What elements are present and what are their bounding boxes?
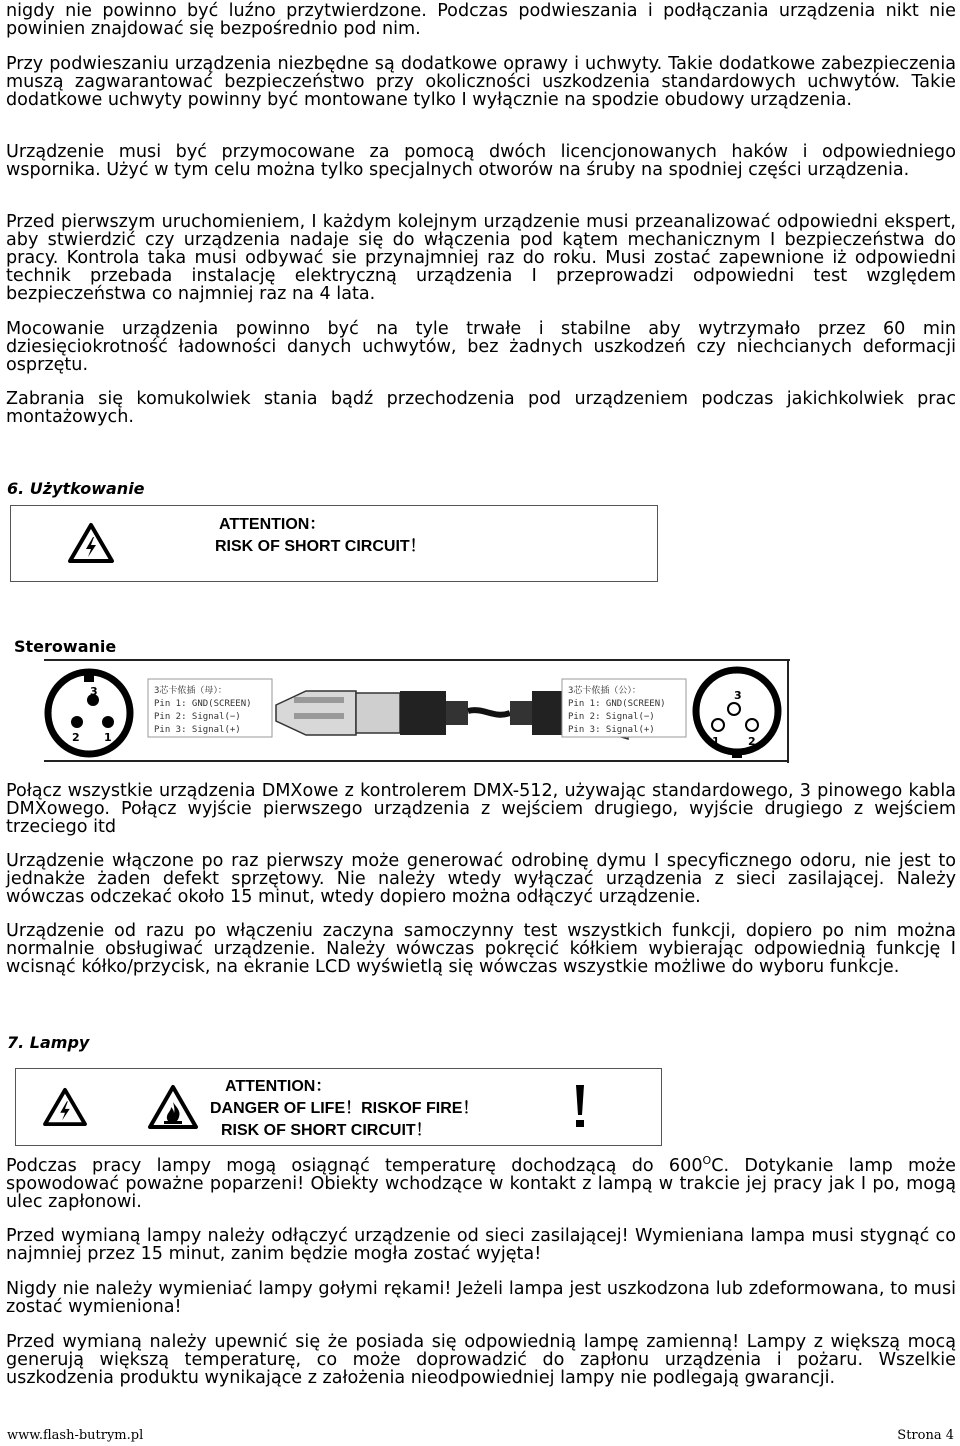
section-7-heading: 7. Lampy xyxy=(7,1033,90,1052)
paragraph-bare-hands: Nigdy nie należy wymieniać lampy gołymi rękami! Jeżeli lampa jest uszkodzona lub zdeformowana, to musi zostać wymieniona! xyxy=(6,1279,956,1317)
high-voltage-warning-icon xyxy=(67,522,115,564)
svg-text:Pin 2: Signal(−): Pin 2: Signal(−) xyxy=(568,712,655,722)
paragraph-load-capacity: Mocowanie urządzenia powinno być na tyle trwałe i stabilne aby wytrzymało przez 60 min dziesięciokrotność ładowności danych uchwytów, bez żadnych uszkodzeń czy niechcianych deformacji osprzętu. xyxy=(6,319,956,375)
attention-short-circuit-text: RISK OF SHORT CIRCUIT！ xyxy=(221,1122,432,1139)
right-pin-2-number: 2 xyxy=(748,735,756,748)
attention-title: ATTENTION： xyxy=(225,1078,332,1095)
paragraph-no-standing: Zabrania się komukolwiek stania bądź przechodzenia pod urządzeniem podczas jakichkolwiek prac montażowych. xyxy=(6,389,956,427)
section-6-heading: 6. Użytkowanie xyxy=(7,479,145,498)
svg-text:Pin 2: Signal(−): Pin 2: Signal(−) xyxy=(154,712,241,722)
paragraph-first-power-on: Urządzenie włączone po raz pierwszy może generować odrobinę dymu I specyficznego odoru, nie jest to jednakże żaden defekt sprzętowy. Nie należy wtedy wyłączać urządzenia z sieci zasilającej. Należy wówczas odczekać około 15 minut, wtedy dopiero można odłączyć urządzenie. xyxy=(6,851,956,907)
svg-text:Pin 1: GND(SCREEN): Pin 1: GND(SCREEN) xyxy=(154,699,252,709)
paragraph-correct-lamp: Przed wymianą należy upewnić się że posiada się odpowiednią lampę zamienną! Lampy z większą mocą generują większą temperaturę, co może doprowadzić do zapłonu urządzenia i pożaru. Wszelkie uszkodzenia produktu wynikające z założenia nieodpowiedniej lampy nie podlegają gwarancji. xyxy=(6,1332,956,1388)
attention-danger-text: DANGER OF LIFE！RISKOF FIRE！ xyxy=(210,1100,479,1117)
fire-warning-icon xyxy=(147,1084,199,1130)
attention-text: RISK OF SHORT CIRCUIT！ xyxy=(215,538,426,555)
svg-text:3芯卡侬插（母）：: 3芯卡侬插（母）： xyxy=(154,686,227,696)
footer-page-number: Strona 4 xyxy=(897,1428,954,1443)
dmx-connector-diagram xyxy=(44,657,790,763)
paragraph-hanging-safety: nigdy nie powinno być luźno przytwierdzone. Podczas podwieszania i podłączania urządzenia nikt nie powinien znajdować się bezpośrednio pod nim. xyxy=(6,1,956,39)
exclamation-warning-icon xyxy=(558,1083,602,1129)
paragraph-lamp-temperature: Podczas pracy lampy mogą osiągnąć temperaturę dochodzącą do $600^OC$. Dotykanie lamp może spowodować poważne poparzeni! Obiekty wchodzące w kontakt z lampą w trakcie jej pracy jak I po, mogą ulec zapłonowi. xyxy=(6,1154,956,1212)
left-pin-2-number: 2 xyxy=(72,731,80,744)
right-pin-legend xyxy=(562,679,686,737)
footer-url[interactable]: www.flash-butrym.pl xyxy=(7,1428,144,1443)
attention-box-lamps xyxy=(15,1068,662,1146)
xlr-female-socket-icon xyxy=(48,672,130,754)
paragraph-self-test: Urządzenie od razu po włączeniu zaczyna samoczynny test wszystkich funkcji, dopiero po nim można normalnie obsługiwać urządzenie. Należy wówczas pokręcić kółkiem wybierając odpowiednią funkcję I wcisnąć kółko/przycisk, na ekranie LCD wyświetlą się wówczas wszystkie możliwe do wyboru funkcje. xyxy=(6,921,956,977)
paragraph-lamp-replacement: Przed wymianą lampy należy odłączyć urządzenie od sieci zasilającej! Wymieniana lampa musi stygnąć co najmniej przez 15 minut, zanim będzie mogła zostać wyjęta! xyxy=(6,1226,956,1264)
paragraph-dmx-connection: Połącz wszystkie urządzenia DMXowe z kontrolerem DMX-512, używając standardowego, 3 pinowego kabla DMXowego. Połącz wyjście pierwszego urządzenia z wejściem drugiego, wyjście drugiego z wejściem trzeciego itd xyxy=(6,781,956,837)
xlr-male-plug-icon xyxy=(696,670,778,758)
left-pin-1-number: 1 xyxy=(104,731,112,744)
right-pin-1-number: 1 xyxy=(712,735,720,748)
paragraph-inspection: Przed pierwszym uruchomieniem, I każdym kolejnym urządzenie musi przeanalizować odpowiedni ekspert, aby stwierdzić czy urządzenia nadaje się do włączenia pod kątem mechanicznym I bezpieczeństwa do pracy. Kontrola taka musi odbywać sie przynajmniej raz do roku. Musi zostać zapewnione iż odpowiedni technik przebada instalację elektryczną urządzenia I przeprowadzi odpowiedni test względem bezpieczeństwa co najmniej raz na 4 lata. xyxy=(6,212,956,304)
attention-box-short-circuit xyxy=(10,505,658,582)
high-voltage-warning-icon xyxy=(42,1087,88,1127)
control-label: Sterowanie xyxy=(14,637,117,656)
left-pin-legend xyxy=(148,679,272,737)
svg-text:3芯卡侬插（公）：: 3芯卡侬插（公）： xyxy=(568,686,641,696)
svg-text:Pin 1: GND(SCREEN): Pin 1: GND(SCREEN) xyxy=(568,699,666,709)
left-pin-3-number: 3 xyxy=(90,685,98,698)
svg-text:Pin 3: Signal(+): Pin 3: Signal(+) xyxy=(568,725,655,735)
paragraph-extra-mounts: Przy podwieszaniu urządzenia niezbędne są dodatkowe oprawy i uchwyty. Takie dodatkowe zabezpieczenia muszą zagwarantować bezpieczeństwo przy okoliczności uszkodzenia standardowych uchwytów. Takie dodatkowe uchwyty powinny być montowane tylko I wyłącznie na spodzie obudowy urządzenia. xyxy=(6,54,956,110)
attention-title: ATTENTION： xyxy=(219,516,326,533)
paragraph-bracket-mounting: Urządzenie musi być przymocowane za pomocą dwóch licencjonowanych haków i odpowiedniego wspornika. Użyć w tym celu można tylko specjalnych otworów na śruby na spodniej części urządzenia. xyxy=(6,142,956,180)
right-pin-3-number: 3 xyxy=(734,689,742,702)
svg-text:Pin 3: Signal(+): Pin 3: Signal(+) xyxy=(154,725,241,735)
